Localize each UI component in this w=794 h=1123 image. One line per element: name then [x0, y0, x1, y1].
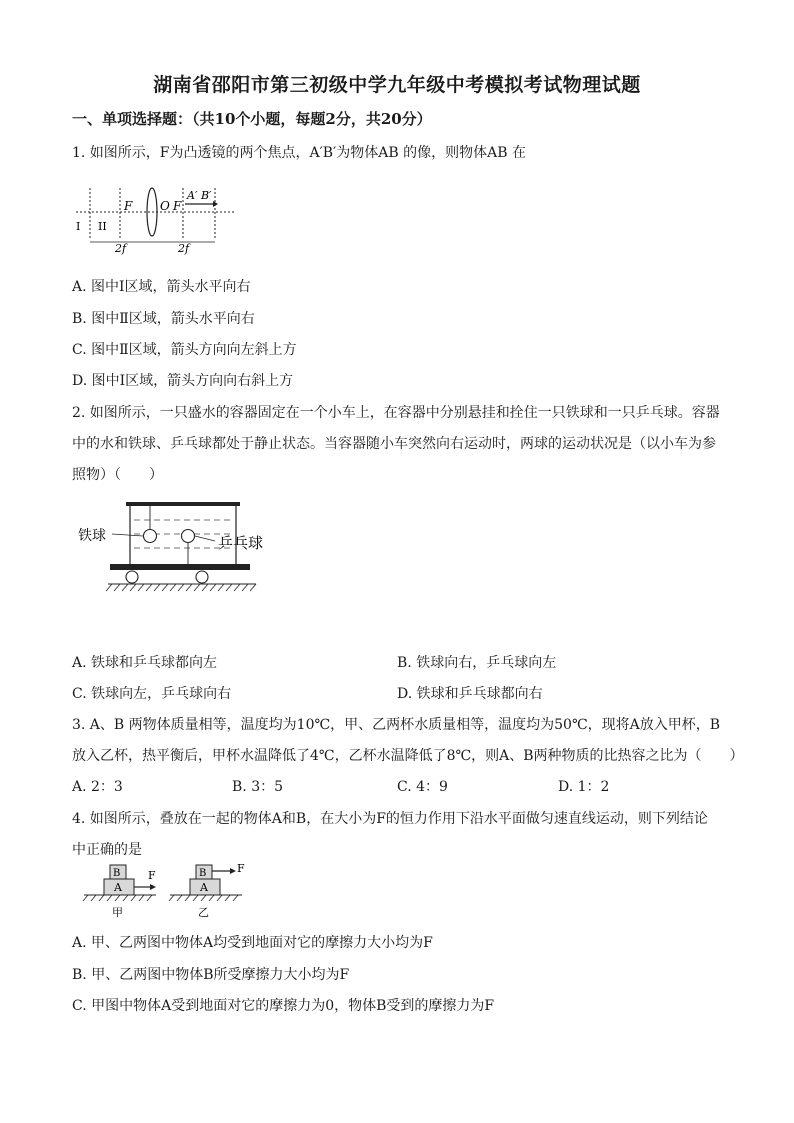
- q2-option-c[interactable]: C. 铁球向左，乒乓球向右: [72, 686, 232, 702]
- jia-block-b-label: B: [113, 868, 121, 879]
- q4-stem-line-1: 4. 如图所示，叠放在一起的物体A和B，在大小为F的恒力作用下沿水平面做匀速直线运动，则下列结论: [72, 811, 708, 827]
- q4-stem-line-2: 中正确的是: [72, 842, 142, 858]
- q2-option-b[interactable]: B. 铁球向右，乒乓球向左: [397, 655, 557, 671]
- q4-option-b[interactable]: B. 甲、乙两图中物体B所受摩擦力大小均为F: [72, 967, 350, 983]
- q4-blocks-figure: [80, 860, 260, 920]
- q1-stem: 1. 如图所示，F为凸透镜的两个焦点，A′B′为物体AB 的像，则物体AB 在: [72, 145, 526, 161]
- q2-option-a[interactable]: A. 铁球和乒乓球都向左: [72, 655, 218, 671]
- q4-option-a[interactable]: A. 甲、乙两图中物体A均受到地面对它的摩擦力大小均为F: [72, 935, 433, 951]
- q2-stem-line-1: 2. 如图所示，一只盛水的容器固定在一个小车上，在容器中分别悬挂和拴住一只铁球和一只乒乓球。容器: [72, 405, 720, 421]
- q3-option-b[interactable]: B. 3：5: [232, 779, 284, 795]
- q1-option-d[interactable]: D. 图中Ⅰ区域，箭头方向向右斜上方: [72, 373, 294, 389]
- q1-option-a[interactable]: A. 图中Ⅰ区域，箭头水平向右: [72, 279, 251, 295]
- region-1-label: I: [76, 220, 81, 233]
- yi-block-b-label: B: [199, 868, 207, 879]
- iron-ball-label: 铁球: [78, 528, 106, 544]
- q2-stem-line-3: 照物）（ ）: [72, 467, 163, 483]
- pingpong-ball-label: 乒乓球: [218, 534, 264, 552]
- region-2-label: II: [98, 220, 107, 233]
- caption-jia: 甲: [112, 906, 123, 919]
- jia-force-label: F: [148, 869, 156, 882]
- focus-left-label: F: [124, 199, 133, 213]
- q2-stem-line-2: 中的水和铁球、乒乓球都处于静止状态。当容器随小车突然向右运动时，两球的运动状况是（以小车为参: [72, 436, 716, 452]
- lens-center-label: O: [160, 199, 170, 213]
- q2-cart-figure: [72, 498, 292, 598]
- q3-option-a[interactable]: A. 2：3: [72, 779, 123, 795]
- caption-yi: 乙: [198, 906, 209, 919]
- q1-lens-figure: [72, 180, 242, 258]
- focus-right-label: F: [173, 199, 182, 213]
- page-title: 湖南省邵阳市第三初级中学九年级中考模拟考试物理试题: [153, 74, 641, 96]
- q3-option-d[interactable]: D. 1：2: [558, 779, 610, 795]
- dimension-2f-right: 2f: [178, 242, 190, 255]
- yi-force-label: F: [237, 862, 245, 875]
- q3-stem-line-1: 3. A、B 两物体质量相等，温度均为10℃，甲、乙两杯水质量相等，温度均为50℃，现将A放入甲杯，B: [72, 717, 721, 733]
- jia-block-a-label: A: [114, 881, 122, 894]
- q3-option-c[interactable]: C. 4：9: [397, 779, 448, 795]
- q3-stem-line-2: 放入乙杯，热平衡后，甲杯水温降低了4℃，乙杯水温降低了8℃，则A、B两种物质的比热容之比为（ ）: [72, 748, 744, 764]
- yi-block-a-label: A: [200, 881, 208, 894]
- section-heading: 一、单项选择题：（共10个小题，每题2分，共20分）: [72, 110, 432, 128]
- dimension-2f-left: 2f: [115, 242, 127, 255]
- q4-option-c[interactable]: C. 甲图中物体A受到地面对它的摩擦力为0，物体B受到的摩擦力为F: [72, 998, 495, 1014]
- q1-option-c[interactable]: C. 图中Ⅱ区域，箭头方向向左斜上方: [72, 342, 297, 358]
- q1-option-b[interactable]: B. 图中Ⅱ区域，箭头水平向右: [72, 311, 255, 327]
- image-label: A′ B′: [187, 189, 212, 202]
- q2-option-d[interactable]: D. 铁球和乒乓球都向右: [397, 686, 543, 702]
